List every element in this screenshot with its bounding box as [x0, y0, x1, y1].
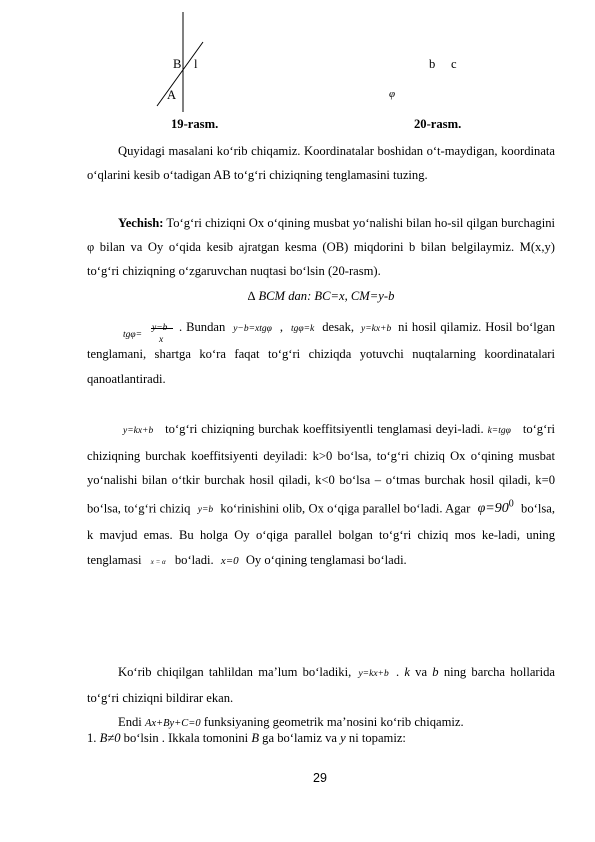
derivation-text-4: ni hosil qilamiz. Hosil bo‘lgan tenglamani, shartga ko‘ra faqat to‘g‘ri chiziqda yotuvchi nuqtalarning koordinatalari qanoatlantiradi.	[87, 320, 555, 386]
formula-y-kx-b: y=kx+b	[360, 324, 392, 334]
conclusion-text-2: .	[390, 665, 405, 679]
symbol-B: B	[251, 731, 260, 745]
case-condition: B≠0	[99, 731, 121, 745]
phi-90-base: φ=90	[477, 501, 509, 517]
conclusion-text-1: Ko‘rib chiqilgan tahlildan ma’lum bo‘ladiki,	[118, 665, 357, 679]
formula-phi-90	[477, 498, 514, 517]
formula-k-tg: k=tgφ	[487, 426, 511, 436]
derivation-text-2: ,	[275, 320, 287, 334]
conclusion-text-3: va	[409, 665, 433, 679]
paragraph-case-1	[87, 726, 557, 750]
case-text-2: ga bo‘lamiz va	[259, 731, 341, 745]
fig20-label-c: c	[451, 57, 457, 71]
formula-general: Ax+By+C=0	[144, 718, 201, 729]
figure-20	[380, 40, 480, 110]
slope-text-6: Oy o‘qining tenglamasi bo‘ladi.	[242, 552, 407, 567]
formula-denominator: x	[159, 335, 164, 346]
fig20-caption: 20-rasm.	[414, 117, 462, 131]
conclusion-text-4: ning barcha hollarida to‘g‘ri chiziqni bildirar ekan.	[87, 665, 555, 706]
fig20-label-b: b	[429, 57, 436, 71]
figure-19	[140, 10, 260, 120]
derivation-text-1: . Bundan	[175, 320, 230, 334]
case-number: 1.	[87, 731, 100, 745]
paragraph-conclusion	[87, 660, 555, 710]
case-text-3: ni topamiz:	[345, 731, 406, 745]
solution-text: To‘g‘ri chiziqni Ox o‘qining musbat yo‘nalishi bilan ho-sil qilgan burchagini φ bilan va Oy o‘qida kesib ajratgan kesma (OB) miqdorini b bilan belgilaymiz. M(x,y) to‘g‘ri chiziqning o‘zgaruvchan nuqtasi bo‘lsin (20-rasm).	[87, 216, 555, 279]
formula-x-alpha: x = α	[150, 557, 166, 566]
formula-tg-k: tgφ=k	[290, 324, 315, 334]
symbol-b: b	[432, 665, 439, 679]
paragraph-problem: Quyidagi masalani ko‘rib chiqamiz. Koordinatalar boshidan o‘t-maydigan, koordinata o‘qlarini kesib o‘tadigan AB to‘g‘ri chiziqning tenglamasini tuzing.	[87, 144, 555, 183]
general-text-2: funksiyaning geometrik ma’nosini ko‘rib chiqamiz.	[200, 715, 464, 729]
slope-text-4: bo‘lsa, k mavjud emas. Bu holga Oy o‘qiga parallel bolgan to‘g‘ri chiziq mos ke-ladi, uning tenglamasi	[87, 501, 555, 567]
symbol-k: k	[404, 665, 410, 679]
symbol-y: y	[340, 731, 346, 745]
derivation-text-3: desak,	[318, 320, 358, 334]
formula-tg-fraction	[87, 319, 175, 346]
fig19-caption: 19-rasm.	[171, 117, 219, 131]
formula-x-0: x=0	[220, 554, 239, 567]
page-number: 29	[313, 771, 327, 785]
case-text-1: bo‘lsin . Ikkala tomonini	[120, 731, 252, 745]
fig19-label-l: l	[194, 57, 198, 71]
bcm-relation: ∆ BCM dan: BC=x, CM=y-b	[247, 289, 395, 303]
formula-tg: tgφ=	[123, 330, 143, 341]
general-text-1: Endi	[118, 715, 145, 729]
solution-label: Yechish:	[118, 216, 164, 230]
formula-conclusion: y=kx+b	[358, 669, 389, 679]
paragraph-solution	[87, 211, 555, 284]
fig19-label-A: A	[167, 88, 177, 102]
slope-text-5: bo‘ladi.	[171, 552, 217, 567]
slope-text-2: to‘g‘ri chiziqning burchak koeffitsiyenti deyiladi: k>0 bo‘lsa, to‘g‘ri chiziq Ox o‘qining musbat yo‘nalishi bilan o‘tkir burchak hosil qiladi, k<0 bo‘lsa – o‘tmas burchak hosil qiladi, k=0 bo‘lsa, to‘g‘ri chiziq	[87, 422, 555, 516]
slope-text-3: ko‘rinishini olib, Ox o‘qiga parallel bo‘ladi. Agar	[217, 501, 474, 516]
formula-y-b-xtg: y−b=xtgφ	[233, 324, 272, 334]
formula-numerator: y−b	[152, 323, 168, 334]
formula-y-b: y=b	[197, 505, 214, 516]
paragraph-derivation	[87, 315, 555, 392]
formula-slope-eq: y=kx+b	[123, 426, 154, 436]
paragraph-slope	[87, 417, 555, 574]
figure-19-drawing	[140, 10, 260, 120]
fig19-label-B: B	[173, 57, 182, 71]
phi-90-degree: 0	[508, 498, 514, 510]
slope-text-1: to‘g‘ri chiziqning burchak koeffitsiyentli tenglamasi deyi-ladi.	[161, 422, 488, 436]
fig20-label-phi: φ	[389, 88, 396, 100]
